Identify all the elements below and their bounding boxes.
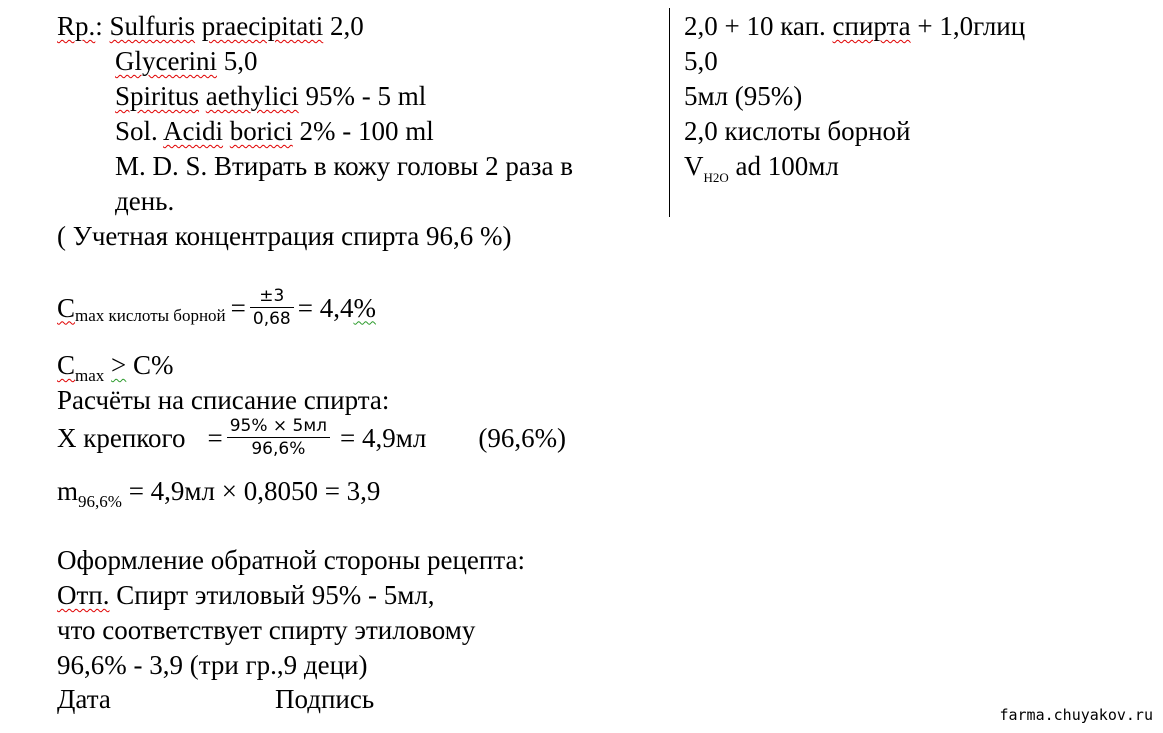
watermark: farma.chuyakov.ru bbox=[999, 706, 1153, 724]
cmax-comparison bbox=[57, 350, 174, 385]
cmax-fraction bbox=[250, 288, 294, 328]
mass-calculation: = 4,9мл × 0,8050 = 3,9 bbox=[128, 476, 381, 506]
rx-spirit-line bbox=[115, 83, 426, 110]
x-equals: = bbox=[207, 422, 223, 453]
right-line-1-spirit: спирта bbox=[832, 11, 911, 41]
calc-heading: Расчёты на списание спирта: bbox=[57, 385, 390, 415]
mass-symbol: m bbox=[57, 476, 79, 506]
x-denominator: 96,6% bbox=[227, 437, 330, 458]
mds-line-2: день. bbox=[115, 186, 175, 216]
x-numerator: 95% × 5мл bbox=[229, 416, 328, 436]
column-divider bbox=[669, 8, 670, 217]
cmp-rest: C% bbox=[133, 350, 174, 380]
back-otp: Отп. bbox=[57, 580, 110, 610]
mds-line-1: M. D. S. Втирать в кожу головы 2 раза в bbox=[115, 151, 573, 181]
mass-line bbox=[57, 476, 381, 511]
date-label: Дата bbox=[57, 684, 111, 714]
back-line-2: что соответствует спирту этиловому bbox=[57, 615, 476, 645]
cmax-formula bbox=[57, 288, 376, 328]
rx-sulfur-amount: 2,0 bbox=[329, 11, 364, 41]
rx-glycerin-amount: 5,0 bbox=[223, 46, 258, 76]
right-line-4: 2,0 кислоты борной bbox=[684, 116, 911, 146]
rp-label: Rp. bbox=[57, 11, 96, 41]
back-line-1 bbox=[57, 582, 435, 609]
back-line-1-rest: Спирт этиловый 95% - 5мл, bbox=[116, 580, 435, 610]
cmax-subscript: max кислоты борной bbox=[75, 305, 226, 325]
water-symbol: V bbox=[684, 151, 704, 181]
rx-boric-line bbox=[115, 118, 434, 145]
cmp-operator: > bbox=[111, 350, 127, 380]
x-label: Х крепкого bbox=[57, 422, 186, 453]
right-line-1 bbox=[684, 13, 1025, 40]
back-line-3: 96,6% - 3,9 (три гр.,9 деци) bbox=[57, 650, 368, 680]
rx-spiritus: Spiritus bbox=[115, 81, 200, 111]
right-line-1-c: + 1,0глиц bbox=[917, 11, 1026, 41]
x-formula bbox=[57, 418, 566, 458]
rp-colon: : bbox=[95, 11, 103, 41]
cmax-symbol: C bbox=[57, 292, 76, 323]
cmax-numerator: ±3 bbox=[259, 286, 285, 306]
cmax-result: = 4,4 bbox=[297, 292, 354, 323]
rx-acidi: Acidi bbox=[163, 116, 224, 146]
rx-praecipitati: praecipitati bbox=[201, 11, 324, 41]
water-subscript: H2O bbox=[703, 170, 729, 185]
cmax-result-percent: % bbox=[353, 292, 376, 323]
cmp-symbol: C bbox=[57, 350, 76, 380]
right-line-5 bbox=[684, 151, 839, 185]
rp-line bbox=[57, 13, 364, 40]
cmax-denominator: 0,68 bbox=[250, 307, 294, 328]
rx-aethylici: aethylici bbox=[205, 81, 299, 111]
rx-glycerini: Glycerini bbox=[115, 46, 217, 76]
rx-borici: borici bbox=[229, 116, 293, 146]
signature-label: Подпись bbox=[275, 684, 375, 714]
rx-sulfuris: Sulfuris bbox=[109, 11, 196, 41]
x-note: (96,6%) bbox=[478, 422, 567, 453]
cmax-equals: = bbox=[230, 292, 246, 323]
rx-glycerin-line bbox=[115, 48, 257, 75]
right-line-2: 5,0 bbox=[684, 46, 718, 76]
rx-boric-amount: 2% - 100 ml bbox=[299, 116, 434, 146]
x-fraction bbox=[227, 418, 330, 458]
right-line-3: 5мл (95%) bbox=[684, 81, 803, 111]
rx-sol: Sol. bbox=[115, 116, 158, 146]
back-heading: Оформление обратной стороны рецепта: bbox=[57, 545, 525, 575]
cmp-subscript: max bbox=[75, 366, 105, 385]
right-line-1-a: 2,0 + 10 кап. bbox=[684, 11, 826, 41]
rx-spirit-amount: 95% - 5 ml bbox=[305, 81, 427, 111]
concentration-note: ( Учетная концентрация спирта 96,6 %) bbox=[57, 221, 512, 251]
water-volume: ad 100мл bbox=[735, 151, 839, 181]
x-result: = 4,9мл bbox=[340, 422, 427, 453]
mass-subscript: 96,6% bbox=[78, 492, 122, 511]
